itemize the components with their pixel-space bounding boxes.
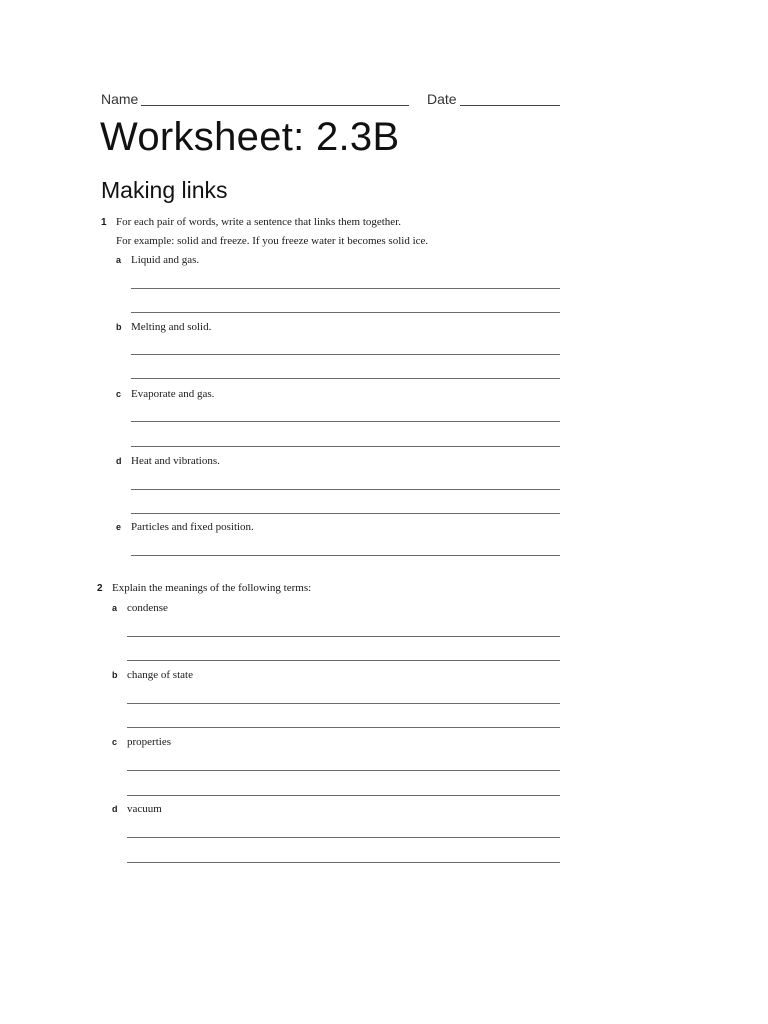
question-2-prompt: Explain the meanings of the following terms:: [112, 582, 312, 594]
name-label: Name: [101, 91, 139, 107]
item-1e-letter: e: [116, 522, 122, 532]
answer-line-1c-2[interactable]: [131, 446, 560, 447]
item-2c-text: properties: [127, 736, 171, 748]
answer-line-1b-2[interactable]: [131, 378, 560, 379]
item-2d-letter: d: [112, 804, 118, 814]
item-1b-letter: b: [116, 322, 122, 332]
item-1a-letter: a: [116, 255, 122, 265]
item-2a-letter: a: [112, 603, 118, 613]
item-1b-text: Melting and solid.: [131, 321, 212, 333]
item-1e-text: Particles and fixed position.: [131, 521, 254, 533]
item-2b-letter: b: [112, 670, 118, 680]
answer-line-2a-1[interactable]: [127, 636, 560, 637]
question-2-number: 2: [97, 583, 103, 594]
answer-line-2c-2[interactable]: [127, 795, 560, 796]
section-subtitle: Making links: [101, 177, 228, 203]
item-2b-text: change of state: [127, 669, 193, 681]
item-1d-letter: d: [116, 456, 122, 466]
answer-line-1d-1[interactable]: [131, 489, 560, 490]
page-title: Worksheet: 2.3B: [100, 115, 400, 159]
item-1a-text: Liquid and gas.: [131, 254, 200, 266]
answer-line-2c-1[interactable]: [127, 770, 560, 771]
answer-line-2a-2[interactable]: [127, 660, 560, 661]
item-1d-text: Heat and vibrations.: [131, 455, 220, 467]
item-1c-letter: c: [116, 389, 122, 399]
item-2c-letter: c: [112, 737, 118, 747]
answer-line-1a-1[interactable]: [131, 288, 560, 289]
answer-line-2b-1[interactable]: [127, 703, 560, 704]
answer-line-2d-2[interactable]: [127, 862, 560, 863]
question-1-prompt: For each pair of words, write a sentence that links them together.: [116, 216, 401, 228]
answer-line-1d-2[interactable]: [131, 513, 560, 514]
answer-line-1a-2[interactable]: [131, 312, 560, 313]
item-1c-text: Evaporate and gas.: [131, 388, 215, 400]
question-1-example: For example: solid and freeze. If you freeze water it becomes solid ice.: [116, 235, 429, 247]
date-label: Date: [427, 91, 457, 107]
answer-line-1c-1[interactable]: [131, 421, 560, 422]
answer-line-2d-1[interactable]: [127, 837, 560, 838]
item-2a-text: condense: [127, 602, 168, 614]
answer-line-1b-1[interactable]: [131, 354, 560, 355]
date-field[interactable]: [460, 105, 560, 106]
question-1-number: 1: [101, 217, 107, 228]
name-field[interactable]: [141, 105, 409, 106]
answer-line-1e-1[interactable]: [131, 555, 560, 556]
item-2d-text: vacuum: [127, 803, 162, 815]
answer-line-2b-2[interactable]: [127, 727, 560, 728]
